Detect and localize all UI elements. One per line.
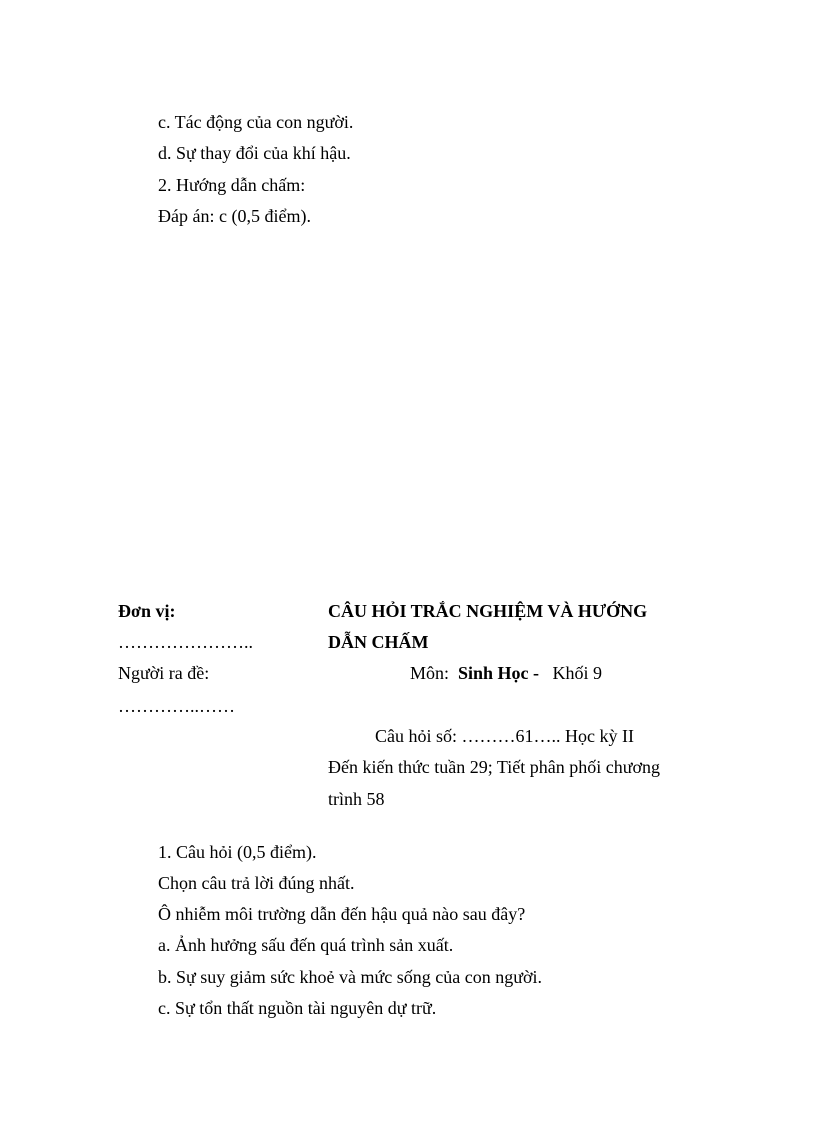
title-line-2: DẪN CHẤM [328, 632, 429, 652]
grade: Khối 9 [552, 663, 603, 683]
coverage-line-1: Đến kiến thức tuần 29; Tiết phân phối chương [328, 757, 660, 777]
unit-label: Đơn vị: [118, 601, 176, 621]
question-instruction: Chọn câu trả lời đúng nhất. [158, 873, 355, 893]
unit-dots: ………………….. [118, 632, 253, 652]
question-prompt: Ô nhiễm môi trường dẫn đến hậu quả nào sau đây? [158, 904, 526, 924]
answer-key: Đáp án: c (0,5 điểm). [158, 206, 311, 226]
grading-heading: 2. Hướng dẫn chấm: [158, 175, 306, 195]
option-a: a. Ảnh hưởng sấu đến quá trình sản xuất. [158, 935, 454, 955]
question-heading: 1. Câu hỏi (0,5 điểm). [158, 842, 317, 862]
option-c: c. Tác động của con người. [158, 112, 354, 132]
author-dots: …………..…… [118, 696, 235, 716]
subject-line [410, 662, 602, 684]
option-d: d. Sự thay đổi của khí hậu. [158, 143, 351, 163]
question-number: Câu hỏi số: ………61….. Học kỳ II [375, 726, 634, 746]
coverage-line-2: trình 58 [328, 789, 385, 809]
subject-prefix: Môn: [410, 663, 450, 683]
author-label: Người ra đề: [118, 663, 210, 683]
option-c: c. Sự tổn thất nguồn tài nguyên dự trữ. [158, 998, 437, 1018]
option-b: b. Sự suy giảm sức khoẻ và mức sống của con người. [158, 967, 542, 987]
subject: Sinh Học - [458, 663, 540, 683]
title-line-1: CÂU HỎI TRẮC NGHIỆM VÀ HƯỚNG [328, 601, 648, 621]
